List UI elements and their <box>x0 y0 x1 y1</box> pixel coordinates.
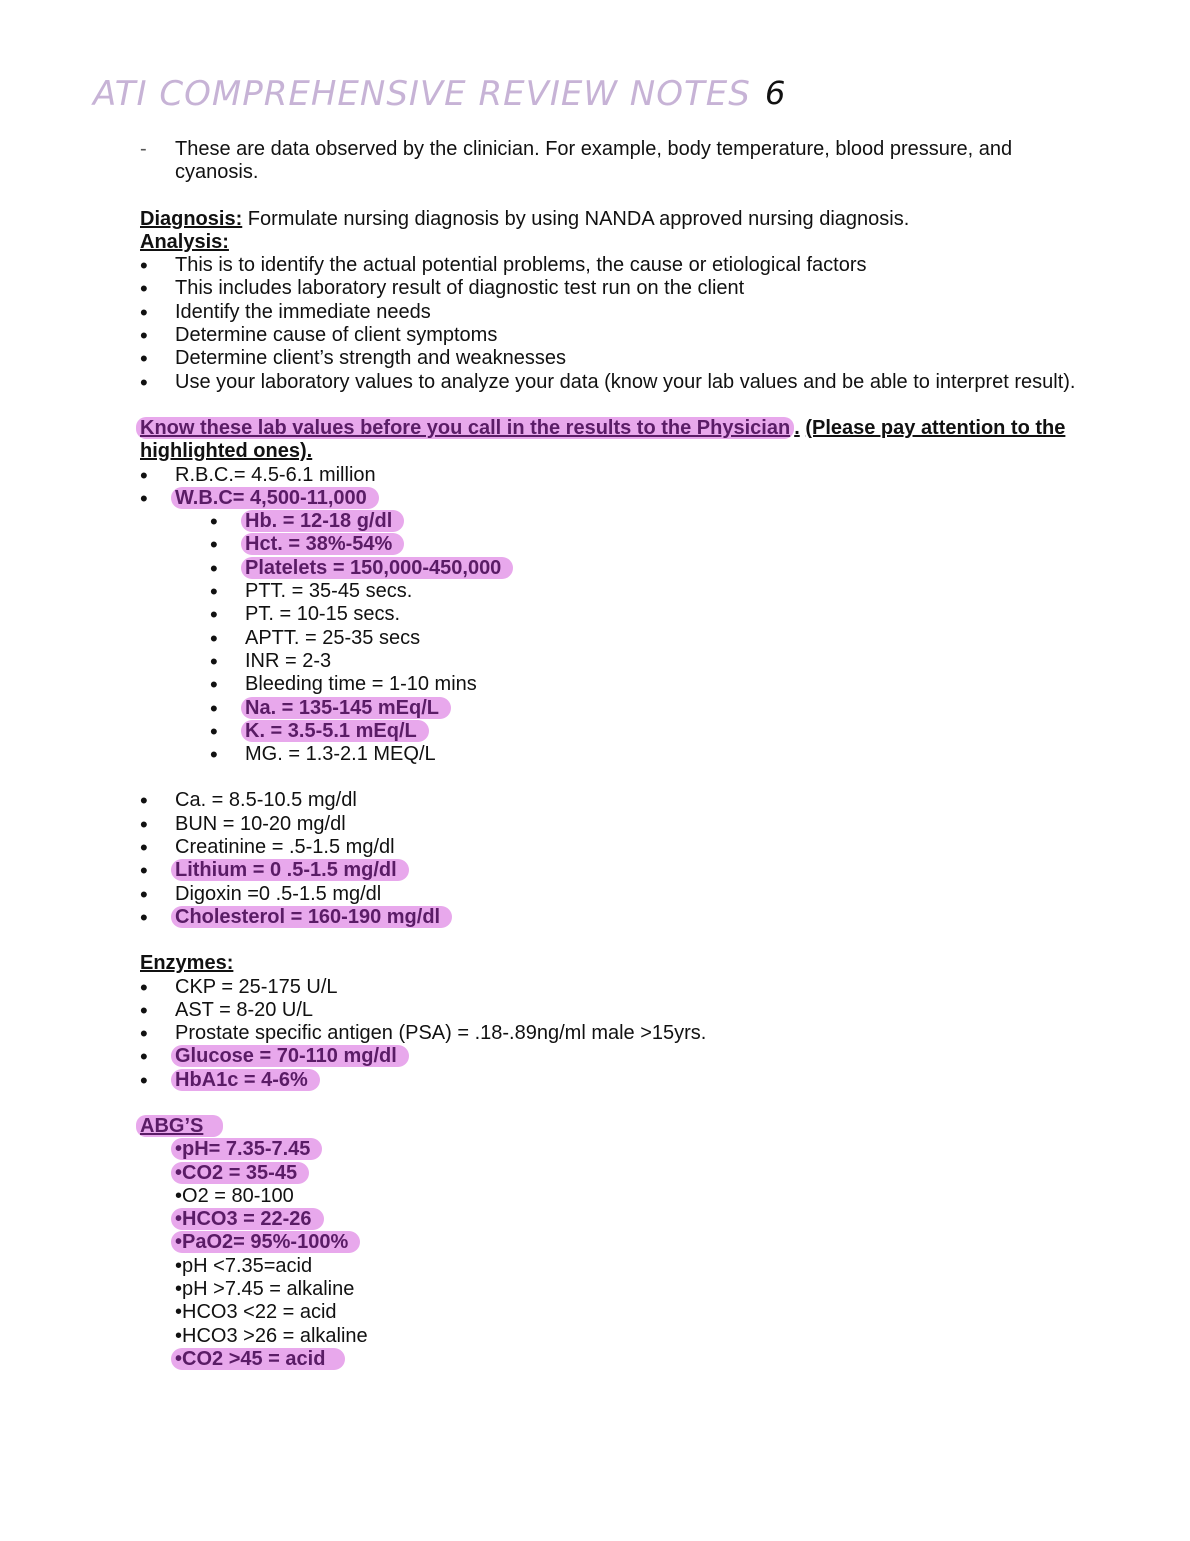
list-item: • Determine cause of client symptoms <box>140 324 1100 347</box>
list-item: • Identify the immediate needs <box>140 301 1100 324</box>
lab-item <box>140 906 1100 929</box>
highlighted-value: Glucose = 70-110 mg/dl <box>171 1045 409 1067</box>
list-item: • This includes laboratory result of diagnostic test run on the client <box>140 277 1100 300</box>
abg-item: •HCO3 <22 = acid <box>175 1301 337 1324</box>
abg-item: •pH >7.45 = alkaline <box>175 1278 355 1301</box>
lab-item <box>140 557 1100 580</box>
diagnosis-line <box>140 208 1100 231</box>
lab-list-more <box>140 789 1100 929</box>
highlighted-value: Lithium = 0 .5-1.5 mg/dl <box>171 859 409 881</box>
lab-item: • Bleeding time = 1-10 mins <box>140 673 1100 696</box>
abg-item: •O2 = 80-100 <box>175 1184 294 1207</box>
abg-item <box>140 1208 1100 1231</box>
lab-item <box>140 510 1100 533</box>
lab-item <box>140 859 1100 882</box>
lab-item: • PTT. = 35-45 secs. <box>140 580 1100 603</box>
diagnosis-text: Formulate nursing diagnosis by using NANDA approved nursing diagnosis. <box>242 207 910 230</box>
lab-item: • Digoxin =0 .5-1.5 mg/dl <box>140 883 1100 906</box>
intro-text: These are data observed by the clinician. For example, body temperature, blood pressure, and cyanosis. <box>175 138 1013 184</box>
lab-intro-note: (Please pay attention to the highlighted ones). <box>140 416 1066 463</box>
highlighted-value: Na. = 135-145 mEq/L <box>241 697 451 719</box>
list-item: • Use your laboratory values to analyze your data (know your lab values and be able to interpret result). <box>140 371 1100 394</box>
lab-item <box>140 533 1100 556</box>
highlighted-value: Platelets = 150,000-450,000 <box>241 557 513 579</box>
list-item: • Determine client’s strength and weaknesses <box>140 347 1100 370</box>
enzymes-list <box>140 976 1100 1092</box>
abgs-section <box>140 1115 1100 1371</box>
lab-item <box>140 720 1100 743</box>
header-title: ATI COMPREHENSIVE REVIEW NOTES <box>93 74 751 114</box>
lab-item <box>140 487 1100 510</box>
highlighted-value: Hb. = 12-18 g/dl <box>241 510 404 532</box>
abg-item <box>140 1348 1100 1371</box>
enzymes-label: Enzymes: <box>140 952 234 975</box>
highlighted-value: •HCO3 = 22-26 <box>171 1208 324 1230</box>
highlighted-value: •PaO2= 95%-100% <box>171 1231 360 1253</box>
abg-item: •HCO3 >26 = alkaline <box>175 1324 368 1347</box>
lab-item: • Ca. = 8.5-10.5 mg/dl <box>140 789 1100 812</box>
highlighted-value: •CO2 = 35-45 <box>171 1162 309 1184</box>
lab-item <box>140 1045 1100 1068</box>
highlighted-value: HbA1c = 4-6% <box>171 1069 320 1091</box>
list-item: • This is to identify the actual potential problems, the cause or etiological factors <box>140 254 1100 277</box>
lab-list <box>140 464 1100 767</box>
abg-item <box>140 1231 1100 1254</box>
lab-item <box>140 697 1100 720</box>
lab-item <box>140 1069 1100 1092</box>
highlighted-value: Hct. = 38%-54% <box>241 533 404 555</box>
page-number: 6 <box>765 74 786 112</box>
lab-item: • Creatinine = .5-1.5 mg/dl <box>140 836 1100 859</box>
abgs-label: ABG’S <box>136 1115 223 1137</box>
analysis-label: Analysis: <box>140 230 229 253</box>
dash-marker: - <box>140 138 147 160</box>
lab-item: • MG. = 1.3-2.1 MEQ/L <box>140 743 1100 766</box>
analysis-list <box>140 254 1100 394</box>
lab-item: • BUN = 10-20 mg/dl <box>140 813 1100 836</box>
highlighted-value: •pH= 7.35-7.45 <box>171 1138 322 1160</box>
lab-item: • AST = 8-20 U/L <box>140 999 1100 1022</box>
abg-item <box>140 1162 1100 1185</box>
abg-item: •pH <7.35=acid <box>175 1254 313 1277</box>
highlighted-value: •CO2 >45 = acid <box>171 1348 345 1370</box>
lab-values-intro: Know these lab values before you call in the results to the Physician . (Please pay attention to the highlighted ones). <box>140 417 1100 464</box>
abg-item <box>140 1138 1100 1161</box>
highlighted-value: W.B.C= 4,500-11,000 <box>171 487 379 509</box>
intro-dash-item <box>140 138 1100 185</box>
lab-item: • Prostate specific antigen (PSA) = .18-.89ng/ml male >15yrs. <box>140 1022 1100 1045</box>
diagnosis-label: Diagnosis: <box>140 207 243 230</box>
highlighted-value: Cholesterol = 160-190 mg/dl <box>171 906 452 928</box>
document-body <box>140 138 1100 1371</box>
lab-item: • CKP = 25-175 U/L <box>140 976 1100 999</box>
lab-item: • R.B.C.= 4.5-6.1 million <box>140 464 1100 487</box>
lab-intro-highlight: Know these lab values before you call in the results to the Physician <box>136 417 794 439</box>
lab-item: • INR = 2-3 <box>140 650 1100 673</box>
lab-item: • PT. = 10-15 secs. <box>140 603 1100 626</box>
highlighted-value: K. = 3.5-5.1 mEq/L <box>241 720 429 742</box>
lab-item: • APTT. = 25-35 secs <box>140 627 1100 650</box>
